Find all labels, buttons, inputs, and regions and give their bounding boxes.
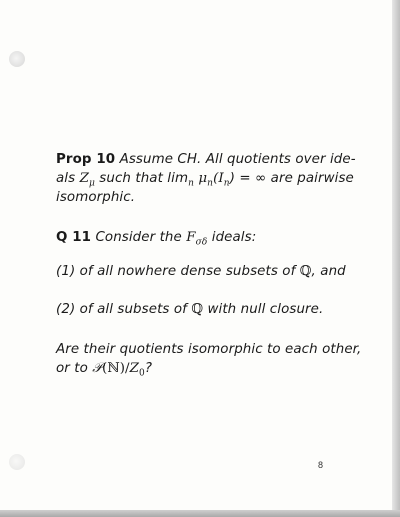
powerset-symbol: 𝒫 [92,361,103,376]
mu-argument: (I [213,171,224,186]
item-text: , and [311,264,346,279]
item-text: with null closure. [203,302,324,317]
item-text: (2) of all subsets of [56,302,192,317]
closing-question [56,340,366,378]
closing-text: Are their quotients isomorphic to each other, [56,342,362,357]
list-item [56,300,366,319]
ideal-subscript: 0 [139,368,145,379]
prop-text: als [56,171,80,186]
ideal-subscript: μ [88,178,95,189]
ideal-symbol: Z [129,361,140,376]
f-symbol: F [186,230,196,245]
naturals-symbol: (ℕ)/ [102,361,130,376]
rationals-symbol: ℚ [191,302,204,317]
scan-edge [0,510,400,517]
mu-symbol: μ [194,171,208,186]
lim-subscript: n [188,178,194,189]
prop-text: Assume CH. All quotients over ide- [119,152,356,167]
argument-subscript: n [223,178,230,189]
scan-edge [392,0,400,517]
punch-hole [9,51,25,67]
prop-text: isomorphic. [56,190,136,205]
prop-text: ) = ∞ are pairwise [229,171,354,186]
item-text: (1) of all nowhere dense subsets of [56,264,300,279]
proposition-10 [56,150,366,207]
rationals-symbol: ℚ [299,264,312,279]
closing-text: ? [144,361,153,376]
question-label: Q 11 [56,230,92,245]
list-item [56,262,366,281]
question-text: ideals: [207,230,257,245]
page-number: 8 [318,460,324,470]
prop-text: such that lim [94,171,189,186]
ideal-symbol: Z [79,171,89,186]
closing-text: or to [56,361,93,376]
punch-hole [9,454,25,470]
prop-label: Prop 10 [56,152,116,167]
question-text: Consider the [95,230,187,245]
f-subscript: σδ [195,237,208,248]
mu-subscript: n [207,178,214,189]
question-11 [56,228,366,247]
